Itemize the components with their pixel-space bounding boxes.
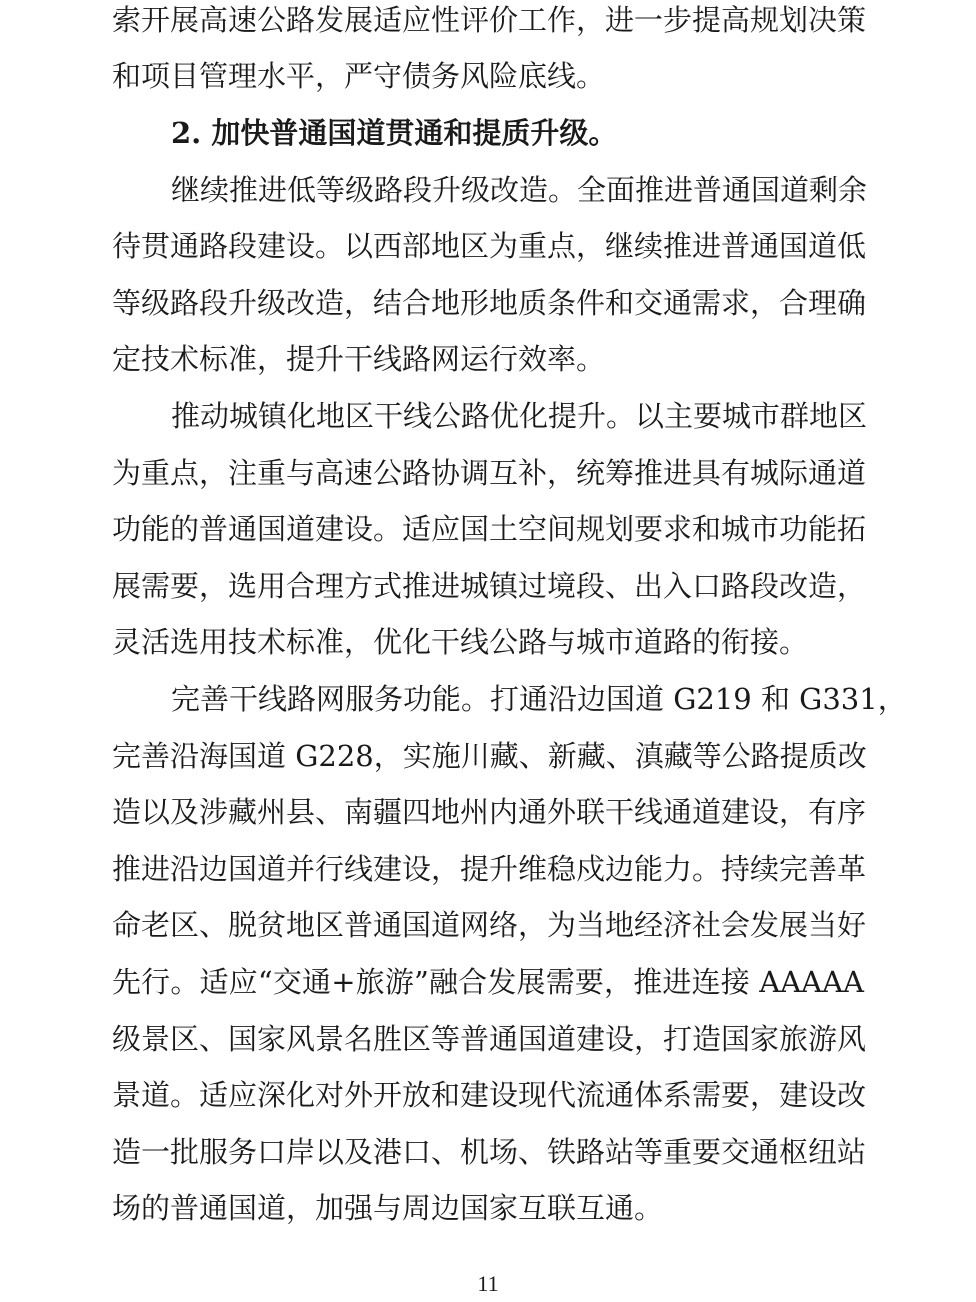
text-line: 灵活选用技术标准，优化干线公路与城市道路的衔接。: [112, 625, 809, 659]
text-line: 造以及涉藏州县、南疆四地州内通外联干线通道建设，有序: [112, 795, 867, 829]
text-line: 场的普通国道，加强与周边国家互联互通。: [112, 1191, 664, 1225]
text-line: 待贯通路段建设。以西部地区为重点，继续推进普通国道低: [112, 229, 867, 263]
text-line: 先行。适应“交通+旅游”融合发展需要，推进连接 AAAAA: [112, 965, 864, 999]
text-line: 功能的普通国道建设。适应国土空间规划要求和城市功能拓: [112, 512, 867, 546]
text-line: 景道。适应深化对外开放和建设现代流通体系需要，建设改: [112, 1078, 867, 1112]
text-line: 展需要，选用合理方式推进城镇过境段、出入口路段改造，: [112, 569, 867, 603]
section-heading: 2. 加快普通国道贯通和提质升级。: [171, 116, 618, 150]
paragraph-first-line: 推动城镇化地区干线公路优化提升。以主要城市群地区: [171, 399, 868, 433]
text-line: 完善沿海国道 G228，实施川藏、新藏、滇藏等公路提质改: [112, 739, 867, 773]
text-line: 索开展高速公路发展适应性评价工作，进一步提高规划决策: [112, 3, 867, 37]
text-line: 命老区、脱贫地区普通国道网络，为当地经济社会发展当好: [112, 908, 867, 942]
text-line: 定技术标准，提升干线路网运行效率。: [112, 342, 606, 376]
paragraph-first-line: 继续推进低等级路段升级改造。全面推进普通国道剩余: [171, 173, 868, 207]
text-line: 为重点，注重与高速公路协调互补，统筹推进具有城际通道: [112, 456, 867, 490]
page-number: 11: [477, 1271, 499, 1296]
text-line: 和项目管理水平，严守债务风险底线。: [112, 59, 606, 93]
text-line: 造一批服务口岸以及港口、机场、铁路站等重要交通枢纽站: [112, 1135, 867, 1169]
text-line: 等级路段升级改造，结合地形地质条件和交通需求，合理确: [112, 286, 867, 320]
text-line: 推进沿边国道并行线建设，提升维稳戍边能力。持续完善革: [112, 852, 867, 886]
paragraph-first-line: 完善干线路网服务功能。打通沿边国道 G219 和 G331，: [171, 682, 907, 716]
text-line: 级景区、国家风景名胜区等普通国道建设，打造国家旅游风: [112, 1022, 867, 1056]
